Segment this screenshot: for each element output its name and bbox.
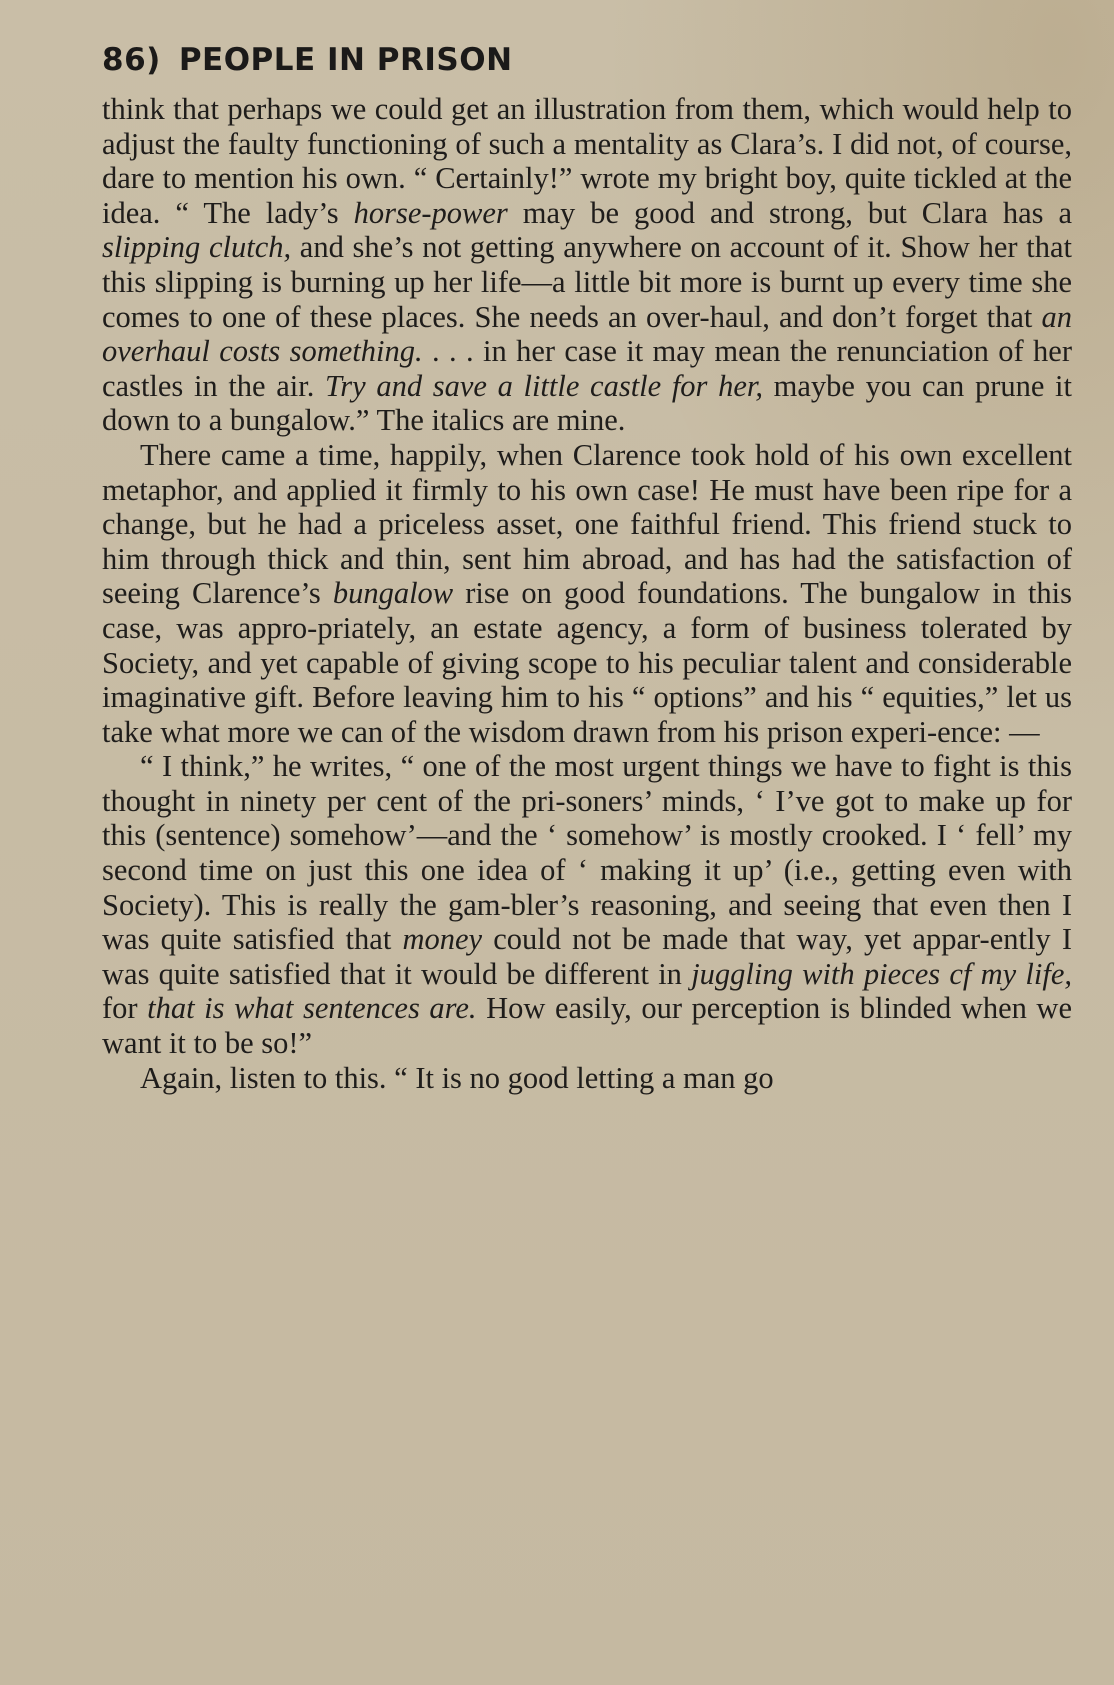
- text-run: “ I think,” he writes, “ one of the most urgent things we have to fight is this thought in ninety per cent of the pri-soners’ minds, ‘ I’ve got to make up for this (sentence) somehow’—and the ‘ somehow’ is mostly crooked. I ‘ fell’ my second time on just this one idea of ‘ making it up’ (i.e., getting even with Society). This is really the gam-bler’s reasoning, and seeing that even then I was quite satisfied that: [102, 749, 1072, 957]
- body-text: [102, 92, 1072, 1095]
- italic-run: Try and save a little castle for her,: [325, 368, 763, 403]
- text-run: think that perhaps we could get an illustration from them, which would help to adjust the faulty functioning of such a mentality as Clara’s. I did not, of course, dare to mention his own. “ Certainly!” wrote my bright boy, quite tickled at the idea. “ The lady’s: [102, 92, 1072, 230]
- text-run: rise on good foundations. The bungalow in this case, was appro-priately, an estate agency, a form of business tolerated by Society, and yet capable of giving scope to his peculiar talent and considerable imaginative gift. Before leaving him to his “ options” and his “ equities,” let us take what more we can of the wisdom drawn from his prison experi-ence: —: [102, 576, 1073, 749]
- text-run: for: [102, 991, 148, 1026]
- italic-run: an overhaul costs something.: [102, 299, 1072, 369]
- italic-run: bungalow: [332, 576, 454, 611]
- paragraph-4: [102, 1061, 1072, 1096]
- text-run: may be good and strong, but Clara has a: [507, 195, 1072, 230]
- italic-run: horse-power: [353, 195, 508, 230]
- text-run: . . . in her case it may mean the renunciation of her castles in the air.: [102, 334, 1073, 403]
- italic-run: juggling with pieces cf my life,: [691, 956, 1073, 991]
- text-run: How easily, our perception is blinded when we want it to be so!”: [102, 991, 1072, 1061]
- italic-run: money: [402, 922, 483, 957]
- text-run: could not be made that way, yet appar-ently I was quite satisfied that it would be different in: [102, 922, 1073, 991]
- paragraph-3: [102, 749, 1072, 1060]
- paragraph-1: [102, 92, 1072, 438]
- running-title: PEOPLE IN PRISON: [178, 42, 513, 78]
- text-run: maybe you can prune it down to a bungalow.” The italics are mine.: [102, 368, 1072, 438]
- italic-run: slipping clutch,: [102, 230, 292, 265]
- book-page: [102, 38, 1072, 1095]
- text-run: Again, listen to this. “ It is no good letting a man go: [140, 1060, 774, 1095]
- paragraph-2: [102, 438, 1072, 749]
- page-number: 86): [102, 42, 161, 78]
- text-run: and she’s not getting anywhere on account of it. Show her that this slipping is burning up her life—a little bit more is burnt up every time she comes to one of these places. She needs an over-haul, and don’t forget that: [102, 230, 1072, 334]
- running-header: [102, 38, 1072, 82]
- text-run: There came a time, happily, when Clarence took hold of his own excellent metaphor, and applied it firmly to his own case! He must have been ripe for a change, but he had a priceless asset, one faithful friend. This friend stuck to him through thick and thin, sent him abroad, and has had the satisfaction of seeing Clarence’s: [102, 437, 1072, 611]
- italic-run: that is what sentences are.: [147, 991, 477, 1026]
